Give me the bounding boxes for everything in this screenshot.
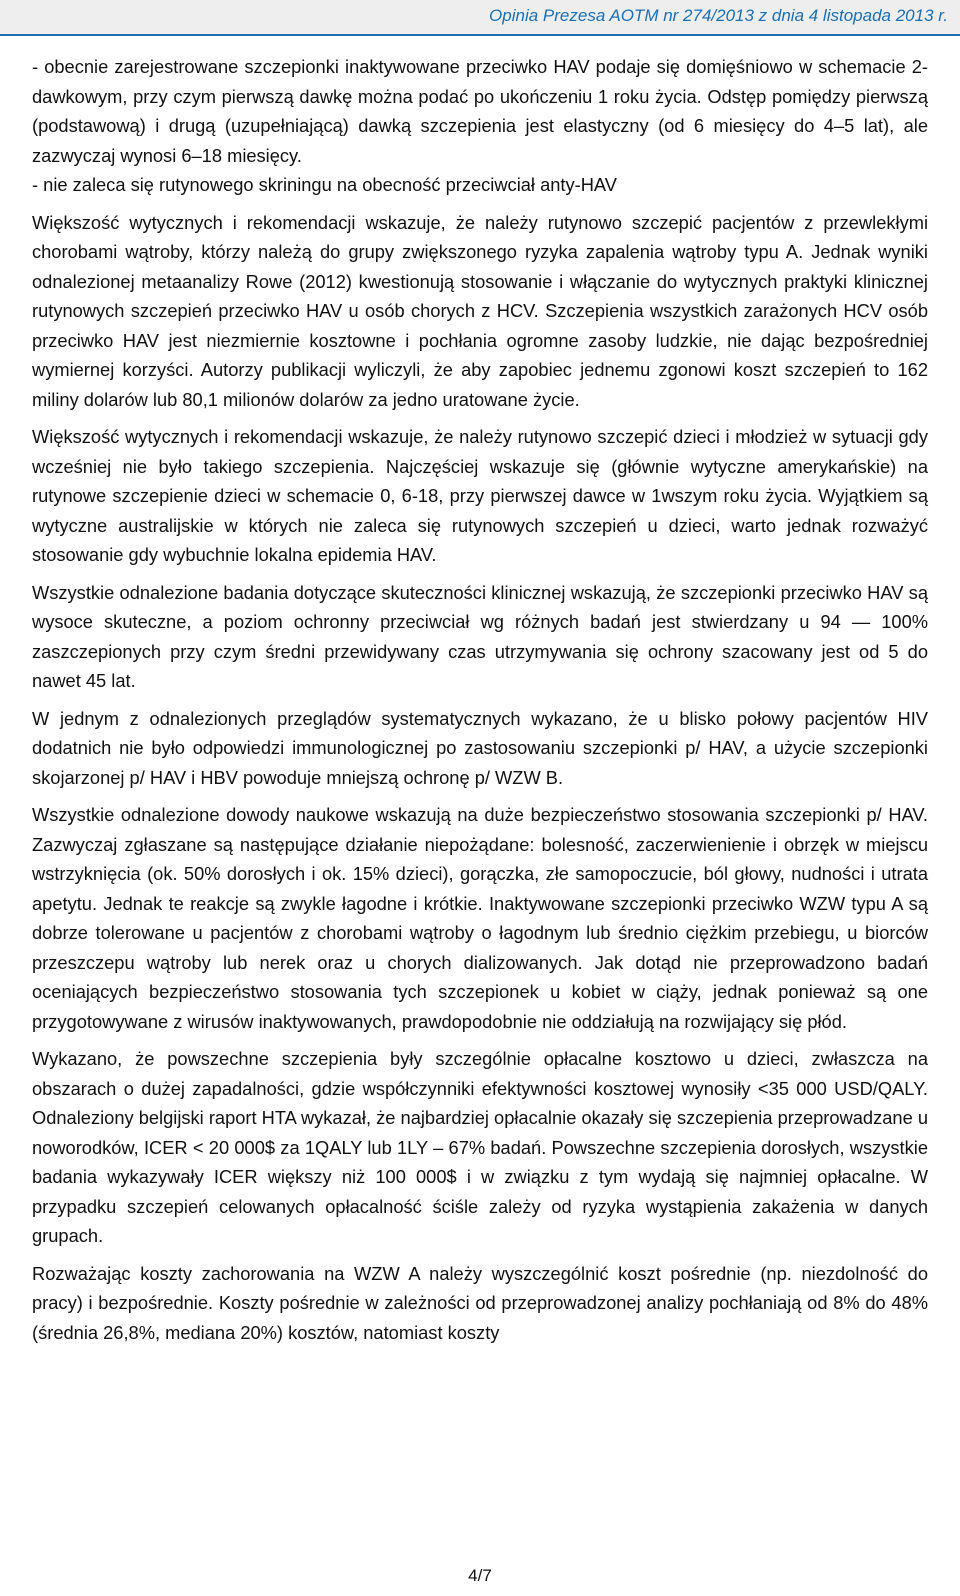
document-body [32,52,928,1347]
header-rule [0,34,960,36]
page-header [0,0,960,34]
paragraph-safety: Wszystkie odnalezione dowody naukowe wskazują na duże bezpieczeństwo stosowania szczepionki p/ HAV. Zazwyczaj zgłaszane są następujące działanie niepożądane: bolesność, zaczerwienienie i obrzęk w miejscu wstrzyknięcia (ok. 50% dorosłych i ok. 15% dzieci), gorączka, złe samopoczucie, ból głowy, nudności i utrata apetytu. Jednak te reakcje są zwykle łagodne i krótkie. Inaktywowane szczepionki przeciwko WZW typu A są dobrze tolerowane u pacjentów z chorobami wątroby o łagodnym lub średnio ciężkim przebiegu, u biorców przeszczepu wątroby lub nerek oraz u chorych dializowanych. Jak dotąd nie przeprowadzono badań oceniających bezpieczeństwo stosowania tych szczepionek u kobiet w ciąży, jednak ponieważ są one przygotowywane z wirusów inaktywowanych, prawdopodobnie nie oddziałują na rozwijający się płód. [32,804,928,1032]
paragraph-costs: Rozważając koszty zachorowania na WZW A należy wyszczególnić koszt pośrednie (np. niezdolność do pracy) i bezpośrednie. Koszty pośrednie w zależności od przeprowadzonej analizy pochłaniają od 8% do 48% (średnia 26,8%, mediana 20%) kosztów, natomiast koszty [32,1262,928,1343]
paragraph-hiv: W jednym z odnalezionych przeglądów systematycznych wykazano, że u blisko połowy pacjentów HIV dodatnich nie było odpowiedzi immunologicznej po zastosowaniu szczepionki p/ HAV, a użycie szczepionki skojarzonej p/ HAV i HBV powoduje mniejszą ochronę p/ WZW B. [32,707,928,788]
paragraph-liver-disease: Większość wytycznych i rekomendacji wskazuje, że należy rutynowo szczepić pacjentów z przewlekłymi chorobami wątroby, którzy należą do grupy zwiększonego ryzyka zapalenia wątroby typu A. Jednak wyniki odnalezionej metaanalizy Rowe (2012) kwestionują stosowanie i włączanie do wytycznych praktyki klinicznej rutynowych szczepień przeciwko HAV u osób chorych z HCV. Szczepienia wszystkich zarażonych HCV osób przeciwko HAV jest niezmiernie kosztowne i pochłania ogromne zasoby ludzkie, nie dając bezpośredniej wymiernej korzyści. Autorzy publikacji wyliczyli, że aby zapobiec jednemu zgonowi koszt szczepień to 162 miliny dolarów lub 80,1 milionów dolarów za jedno uratowane życie. [32,211,928,410]
page-number: 4/7 [468,1566,492,1585]
paragraph-cost-effectiveness: Wykazano, że powszechne szczepienia były szczególnie opłacalne kosztowo u dzieci, zwłaszcza na obszarach o dużej zapadalności, gdzie współczynniki efektywności kosztowej wynosiły <35 000 USD/QALY. Odnaleziony belgijski raport HTA wykazał, że najbardziej opłacalnie okazały się szczepienia przeprowadzane u noworodków, ICER < 20 000$ za 1QALY lub 1LY – 67% badań. Powszechne szczepienia dorosłych, wszystkie badania wykazywały ICER większy niż 100 000$ i w związku z tym wydają się najmniej opłacalne. W przypadku szczepień celowanych opłacalność ściśle zależy od ryzyka wystąpienia zakażenia w danych grupach. [32,1048,928,1246]
paragraph-dosing: - obecnie zarejestrowane szczepionki inaktywowane przeciwko HAV podaje się domięśniowo w schemacie 2-dawkowym, przy czym pierwszą dawkę można podać po ukończeniu 1 roku życia. Odstęp pomiędzy pierwszą (podstawową) i drugą (uzupełniającą) dawką szczepienia jest elastyczny (od 6 miesięcy do 4–5 lat), ale zazwyczaj wynosi 6–18 miesięcy. [32,56,928,166]
document-title: Opinia Prezesa AOTM nr 274/2013 z dnia 4 listopada 2013 r. [489,6,948,25]
paragraph-efficacy: Wszystkie odnalezione badania dotyczące skuteczności klinicznej wskazują, że szczepionki przeciwko HAV są wysoce skuteczne, a poziom ochronny przeciwciał wg różnych badań jest stwierdzany u 94 — 100% zaszczepionych przy czym średni przewidywany czas utrzymywania się ochrony szacowany jest od 5 do nawet 45 lat. [32,581,928,691]
paragraph-screening: - nie zaleca się rutynowego skriningu na obecność przeciwciał anty-HAV [32,174,617,195]
paragraph-children: Większość wytycznych i rekomendacji wskazuje, że należy rutynowo szczepić dzieci i młodzież w sytuacji gdy wcześniej nie było takiego szczepienia. Najczęściej wskazuje się (głównie wytyczne amerykańskie) na rutynowe szczepienie dzieci w schemacie 0, 6-18, przy pierwszej dawce w 1wszym roku życia. Wyjątkiem są wytyczne australijskie w których nie zaleca się rutynowych szczepień u dzieci, warto jednak rozważyć stosowanie gdy wybuchnie lokalna epidemia HAV. [32,426,928,565]
